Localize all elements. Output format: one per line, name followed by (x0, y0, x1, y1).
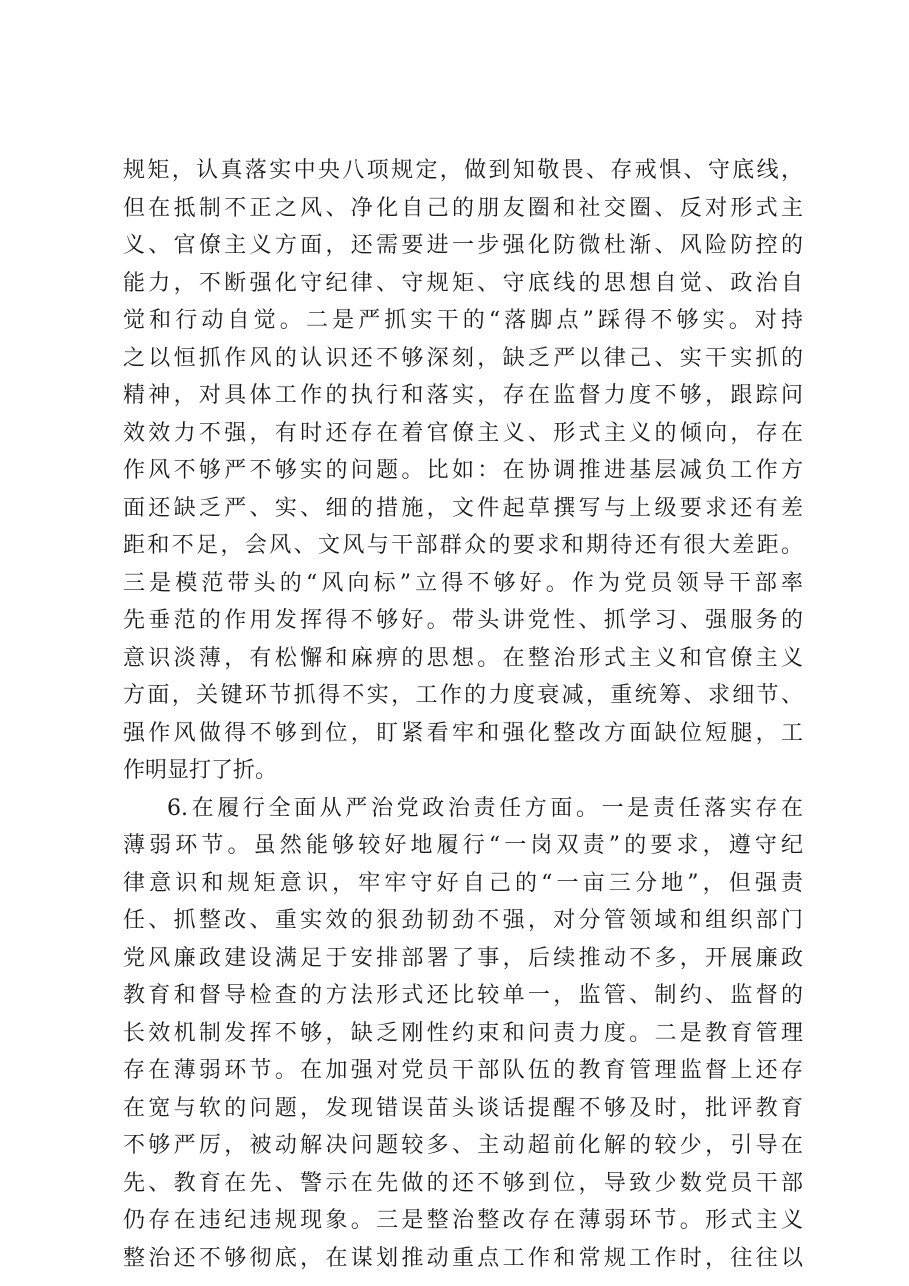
text-line: 教育和督导检查的方法形式还比较单一，监管、制约、监督的 (123, 983, 803, 1008)
text-line: 薄弱环节。虽然能够较好地履行“一岗双责”的要求，遵守纪 (123, 833, 803, 858)
text-line: 能力，不断强化守纪律、守规矩、守底线的思想自觉、政治自 (123, 270, 803, 296)
text-line: 存在薄弱环节。在加强对党员干部队伍的教育管理监督上还存 (123, 1058, 803, 1083)
text-line: 效效力不强，有时还存在着官僚主义、形式主义的倾向，存在 (123, 420, 803, 446)
text-line: 先垂范的作用发挥得不够好。带头讲党性、抓学习、强服务的 (123, 608, 803, 633)
text-line: 任、抓整改、重实效的狠劲韧劲不强，对分管领域和组织部门 (123, 908, 803, 933)
text-line: 精神，对具体工作的执行和落实，存在监督力度不够，跟踪问 (123, 383, 803, 408)
text-line: 距和不足，会风、文风与干部群众的要求和期待还有很大差距。 (123, 533, 803, 558)
text-line: 意识淡薄，有松懈和麻痹的思想。在整治形式主义和官僚主义 (123, 645, 803, 671)
text-line: 整治还不够彻底，在谋划推动重点工作和常规工作时，往往以 (123, 1245, 803, 1271)
text-line: 作风不够严不够实的问题。比如：在协调推进基层减负工作方 (123, 458, 803, 483)
text-line: 不够严厉，被动解决问题较多、主动超前化解的较少，引导在 (123, 1133, 803, 1158)
text-line: 先、教育在先、警示在先做的还不够到位，导致少数党员干部 (123, 1170, 803, 1196)
paragraph-end-line: 作明显打了折。 (123, 758, 278, 783)
text-line: 但在抵制不正之风、净化自己的朋友圈和社交圈、反对形式主 (123, 195, 803, 221)
text-line: 长效机制发挥不够，缺乏刚性约束和问责力度。二是教育管理 (123, 1020, 803, 1046)
text-line: 方面，关键环节抓得不实，工作的力度衰减，重统筹、求细节、 (123, 683, 803, 708)
text-line: 强作风做得不够到位，盯紧看牢和强化整改方面缺位短腿，工 (123, 720, 803, 746)
body-text (123, 152, 803, 1277)
text-line: 仍存在违纪违规现象。三是整治整改存在薄弱环节。形式主义 (123, 1208, 803, 1233)
text-line: 面还缺乏严、实、细的措施，文件起草撰写与上级要求还有差 (123, 495, 803, 521)
text-line: 觉和行动自觉。二是严抓实干的“落脚点”踩得不够实。对持 (123, 308, 803, 333)
text-line: 规矩，认真落实中央八项规定，做到知敬畏、存戒惧、守底线， (123, 158, 803, 183)
section-heading-line: 6.在履行全面从严治党政治责任方面。一是责任落实存在 (167, 795, 803, 821)
text-line: 三是模范带头的“风向标”立得不够好。作为党员领导干部率 (123, 570, 803, 596)
text-line: 在宽与软的问题，发现错误苗头谈话提醒不够及时，批评教育 (123, 1095, 803, 1121)
text-line: 律意识和规矩意识，牢牢守好自己的“一亩三分地”，但强责 (123, 870, 803, 896)
text-line: 党风廉政建设满足于安排部署了事，后续推动不多，开展廉政 (123, 945, 803, 971)
text-line: 义、官僚主义方面，还需要进一步强化防微杜渐、风险防控的 (123, 233, 803, 258)
text-line: 之以恒抓作风的认识还不够深刻，缺乏严以律己、实干实抓的 (123, 345, 803, 371)
